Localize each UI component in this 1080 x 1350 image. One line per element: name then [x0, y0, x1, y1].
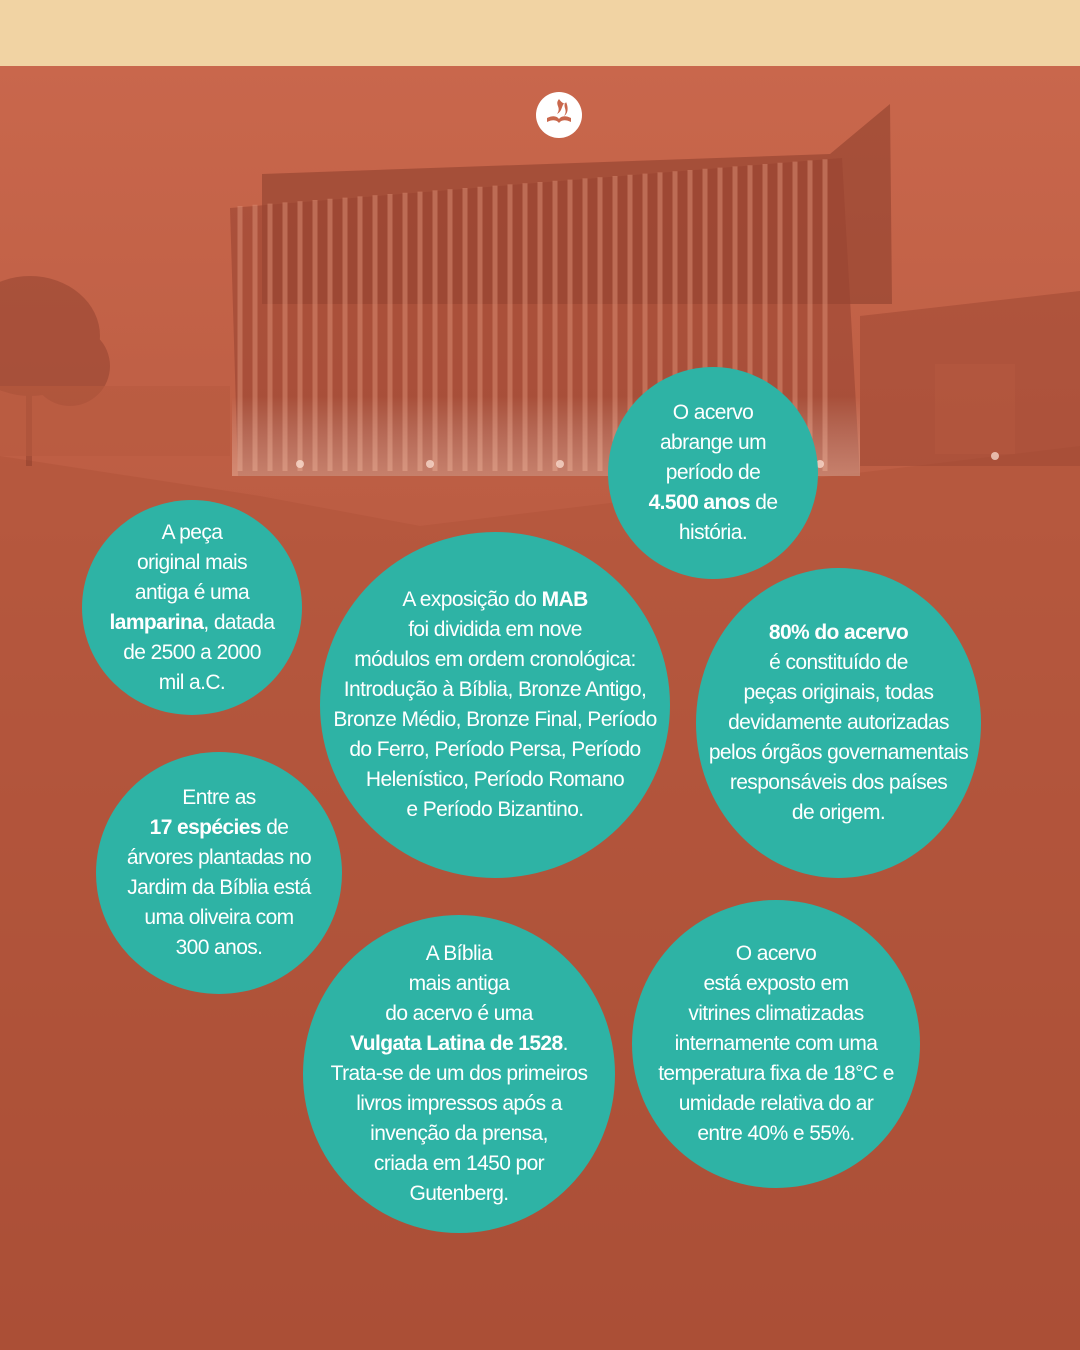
fact-text-segment: O acervo: [672, 401, 754, 424]
fact-line: [658, 1119, 894, 1149]
fact-bubble-lamparina: [82, 500, 302, 715]
fact-line: [110, 578, 275, 608]
fact-bubble-17-especies: [96, 752, 342, 994]
fact-line: [658, 1089, 894, 1119]
fact-text-segment: temperatura fixa de 18°C e: [658, 1062, 894, 1085]
fact-line: [127, 903, 311, 933]
fact-text-segment: internamente com uma: [674, 1032, 878, 1055]
fact-text-segment: de: [750, 491, 778, 514]
fact-line: [333, 585, 656, 615]
fact-line: [110, 548, 275, 578]
fact-text-segment: abrange um: [659, 431, 767, 454]
fact-text-segment: Bronze Médio, Bronze Final, Período: [333, 708, 657, 731]
fact-line: [709, 618, 968, 648]
fact-line: [331, 1179, 588, 1209]
fact-highlight: MAB: [541, 588, 588, 611]
fact-text: [110, 518, 275, 698]
fact-line: [331, 1029, 588, 1059]
fact-line: [331, 999, 588, 1029]
fact-text-segment: é constituído de: [769, 651, 908, 674]
fact-text-segment: Helenístico, Período Romano: [365, 768, 625, 791]
fact-text-segment: período de: [665, 461, 761, 484]
fact-text: [127, 783, 311, 963]
fact-line: [709, 738, 968, 768]
church-flame-bible-icon: [542, 96, 576, 135]
fact-bubble-vitrines: [632, 900, 920, 1188]
fact-line: [127, 843, 311, 873]
fact-text-segment: Jardim da Bíblia está: [127, 876, 311, 899]
fact-bubble-80-porcento: [696, 568, 981, 878]
fact-text-segment: umidade relativa do ar: [678, 1092, 874, 1115]
fact-highlight: 4.500 anos: [648, 491, 750, 514]
fact-line: [709, 708, 968, 738]
fact-text-segment: Introdução à Bíblia, Bronze Antigo,: [343, 678, 647, 701]
fact-highlight: 17 espécies: [149, 816, 261, 839]
fact-text-segment: pelos órgãos governamentais: [708, 741, 969, 764]
fact-text-segment: invenção da prensa,: [370, 1122, 548, 1145]
fact-line: [658, 999, 894, 1029]
fact-text-segment: original mais: [136, 550, 248, 574]
fact-line: [649, 518, 778, 548]
fact-text-segment: A Bíblia: [425, 942, 493, 965]
fact-bubble-exposicao-mab: [320, 532, 670, 878]
fact-line: [110, 608, 275, 638]
fact-line: [127, 873, 311, 903]
fact-line: [649, 398, 778, 428]
fact-text: [709, 618, 968, 828]
fact-text-segment: responsáveis dos países: [729, 771, 948, 794]
fact-text-segment: Gutenberg.: [409, 1182, 509, 1205]
fact-line: [110, 518, 275, 548]
fact-line: [127, 783, 311, 813]
fact-line: [110, 638, 275, 668]
fact-text-segment: de: [260, 816, 289, 839]
fact-text-segment: entre 40% e 55%.: [697, 1122, 855, 1145]
fact-text-segment: uma oliveira com: [144, 906, 294, 929]
fact-text-segment: devidamente autorizadas: [728, 711, 949, 734]
fact-line: [127, 933, 311, 963]
fact-text-segment: peças originais, todas: [743, 681, 934, 704]
fact-line: [709, 648, 968, 678]
fact-text-segment: , datada: [203, 610, 275, 634]
fact-text-segment: Trata-se de um dos primeiros: [330, 1062, 588, 1085]
fact-text-segment: livros impressos após a: [356, 1092, 562, 1115]
fact-text-segment: de origem.: [791, 801, 886, 824]
fact-text-segment: mais antiga: [408, 972, 510, 995]
fact-text-segment: Entre as: [182, 786, 256, 809]
fact-line: [331, 1089, 588, 1119]
fact-line: [333, 795, 656, 825]
fact-line: [709, 678, 968, 708]
fact-line: [331, 1119, 588, 1149]
fact-line: [333, 705, 656, 735]
fact-line: [649, 488, 778, 518]
top-band: [0, 0, 1080, 66]
fact-text: [649, 398, 778, 548]
fact-line: [658, 1059, 894, 1089]
fact-line: [333, 765, 656, 795]
fact-text-segment: A peça: [161, 520, 223, 544]
fact-highlight: lamparina: [109, 610, 204, 634]
fact-line: [649, 458, 778, 488]
fact-text: [331, 939, 588, 1209]
fact-text-segment: história.: [678, 521, 748, 544]
fact-line: [333, 645, 656, 675]
fact-line: [331, 939, 588, 969]
fact-text-segment: vitrines climatizadas: [688, 1002, 864, 1025]
fact-line: [331, 969, 588, 999]
fact-text-segment: do acervo é uma: [385, 1002, 533, 1025]
fact-line: [658, 969, 894, 999]
adventist-logo: [536, 92, 582, 138]
fact-text-segment: criada em 1450 por: [373, 1152, 545, 1175]
fact-text-segment: e Período Bizantino.: [406, 798, 584, 821]
fact-text-segment: .: [562, 1032, 568, 1055]
fact-text-segment: antiga é uma: [134, 580, 250, 604]
fact-text-segment: A exposição do: [402, 588, 542, 611]
fact-line: [331, 1149, 588, 1179]
fact-line: [333, 735, 656, 765]
fact-line: [127, 813, 311, 843]
fact-text-segment: de 2500 a 2000: [123, 640, 261, 664]
fact-bubble-vulgata-latina: [303, 915, 615, 1233]
fact-line: [333, 675, 656, 705]
fact-text: [658, 939, 894, 1149]
fact-highlight: Vulgata Latina de 1528: [350, 1032, 563, 1055]
fact-text-segment: módulos em ordem cronológica:: [354, 648, 636, 671]
fact-line: [658, 1029, 894, 1059]
fact-line: [110, 668, 275, 698]
fact-line: [649, 428, 778, 458]
fact-highlight: 80% do acervo: [768, 621, 909, 644]
fact-text-segment: do Ferro, Período Persa, Período: [349, 738, 641, 761]
fact-text-segment: mil a.C.: [158, 670, 226, 694]
fact-text-segment: 300 anos.: [175, 936, 263, 959]
fact-text: [333, 585, 656, 825]
fact-bubble-periodo: [608, 367, 818, 579]
fact-text-segment: foi dividida em nove: [408, 618, 582, 641]
fact-text-segment: O acervo: [735, 942, 817, 965]
fact-line: [658, 939, 894, 969]
fact-text-segment: árvores plantadas no: [126, 846, 312, 869]
fact-line: [709, 798, 968, 828]
fact-line: [709, 768, 968, 798]
fact-line: [331, 1059, 588, 1089]
fact-line: [333, 615, 656, 645]
fact-text-segment: está exposto em: [703, 972, 849, 995]
